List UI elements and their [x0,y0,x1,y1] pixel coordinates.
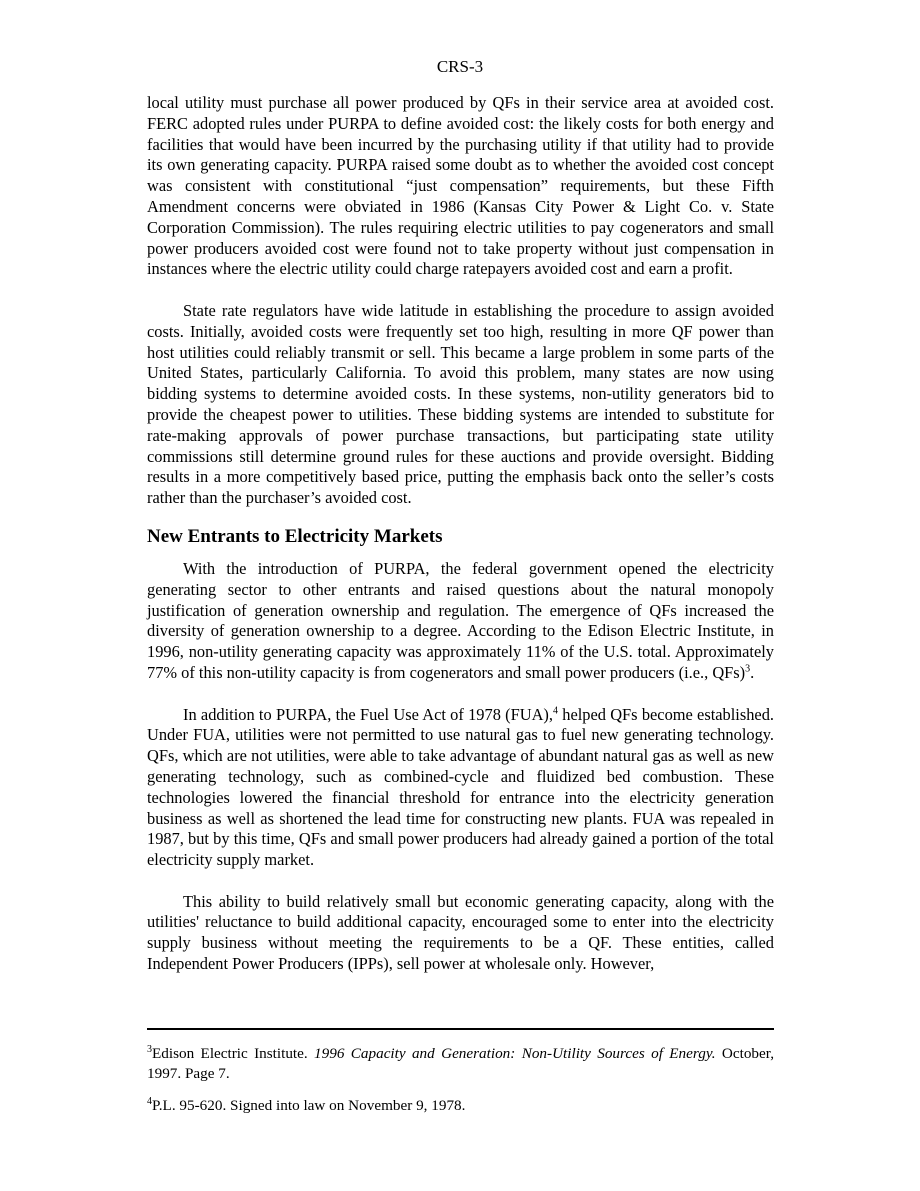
paragraph-text: helped QFs become established. Under FUA, utilities were not permitted to use natural gas to fuel new generating technology. QFs, which are not utilities, were able to take advantage of abundant natural gas as well as new generating technology, such as combined-cycle and fluidized bed combustion. These technologies lowered the financial threshold for entrance into the electricity generation business as well as shortened the lead time for constructing new plants. FUA was repealed in 1987, but by this time, QFs and small power producers had already gained a portion of the total electricity supply market. [147,704,774,870]
footnote-reference: 4 [552,705,558,717]
paragraph-text: . [750,662,755,682]
paragraph-new-entrants [147,559,774,684]
page-header: CRS-3 [436,57,484,76]
paragraph-ipps: This ability to build relatively small but economic generating capacity, along with the utilities' reluctance to build additional capacity, encouraged some to enter into the electricity supply business without meeting the requirements to be a QF. These entities, called Independent Power Producers (IPPs), sell power at wholesale only. However, [147,891,774,974]
footnote-text: P.L. 95-620. Signed into law on November 9, 1978. [152,1097,466,1114]
paragraph-text: In addition to PURPA, the Fuel Use Act of 1978 (FUA), [183,704,553,724]
footnote-number: 3 [147,1043,152,1055]
body-text [147,93,774,975]
paragraph-fuel-use-act [147,705,774,871]
footnote-divider [147,1028,774,1030]
section-heading: New Entrants to Electricity Markets [147,525,443,547]
footnote-4 [147,1096,774,1116]
footnote-italic-title: 1996 Capacity and Generation: Non-Utility Sources of Energy. [314,1045,716,1062]
footnote-number: 4 [147,1095,152,1107]
footnote-text: October, 1997. Page 7. [147,1045,774,1082]
paragraph-avoided-cost: local utility must purchase all power produced by QFs in their service area at avoided cost. FERC adopted rules under PURPA to define avoided cost: the likely costs for both energy and facilities that would have been incurred by the purchasing utility if that utility had to provide its own generating capacity. PURPA raised some doubt as to whether the avoided cost concept was consistent with constitutional “just compensation” requirements, but these Fifth Amendment concerns were obviated in 1986 (Kansas City Power & Light Co. v. State Corporation Commission). The rules requiring electric utilities to pay cogenerators and small power producers avoided cost were found not to take property without just compensation in instances where the electric utility could charge ratepayers avoided cost and earn a profit. [147,93,774,279]
footnote-3 [147,1044,774,1084]
footnotes [147,1044,774,1128]
paragraph-text: With the introduction of PURPA, the federal government opened the electricity generating sector to other entrants and raised questions about the natural monopoly justification of generation ownership and regulation. The emergence of QFs increased the diversity of generation ownership to a degree. According to the Edison Electric Institute, in 1996, non-utility generating capacity was approximately 11% of the U.S. total. Approximately 77% of this non-utility capacity is from cogenerators and small power producers (i.e., QFs) [147,558,774,682]
footnote-text: Edison Electric Institute. [152,1045,315,1062]
paragraph-state-regulators: State rate regulators have wide latitude in establishing the procedure to assign avoided costs. Initially, avoided costs were frequently set too high, resulting in more QF power than host utilities could reliably transmit or sell. This became a large problem in some parts of the United States, particularly California. To avoid this problem, many states are now using bidding systems to determine avoided costs. In these systems, non-utility generators bid to provide the cheapest power to utilities. These bidding systems are intended to substitute for rate-making approvals of power purchase transactions, but participating state utility commissions still determine ground rules for these auctions and provide oversight. Bidding results in a more competitively based price, putting the emphasis back onto the seller’s costs rather than the purchaser’s avoided cost. [147,300,774,508]
footnote-reference: 3 [745,663,751,675]
